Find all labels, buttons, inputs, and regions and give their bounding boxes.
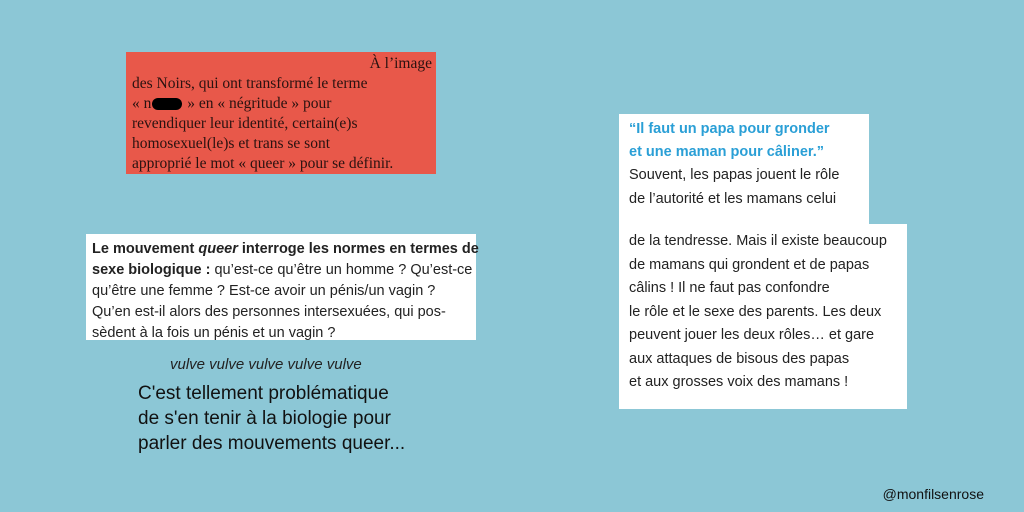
queer-line-2 xyxy=(92,260,473,281)
parents-line-4: de mamans qui grondent et de papas xyxy=(629,256,870,273)
queer-line-1 xyxy=(92,239,479,260)
caption xyxy=(138,381,405,456)
queer-word: queer xyxy=(198,241,238,257)
parents-line-9: et aux grosses voix des mamans ! xyxy=(629,374,849,390)
parents-line-2: de l’autorité et les mamans celui xyxy=(629,190,837,207)
queer-line-1-a: Le mouvement xyxy=(92,241,199,257)
social-handle: @monfilsenrose xyxy=(882,486,984,502)
red-line-3 xyxy=(132,94,432,114)
red-line-4: revendiquer leur identité, certain(e)s xyxy=(132,115,358,132)
queer-line-2-a: sexe biologique : xyxy=(92,262,211,278)
parents-clipping-bottom xyxy=(619,224,907,409)
red-text-clipping xyxy=(126,52,436,174)
red-line-1: À l’image xyxy=(369,55,432,72)
caption-italic: vulve vulve vulve vulve vulve xyxy=(170,356,362,373)
queer-line-1-c: interroge les normes en termes de xyxy=(237,241,479,257)
caption-line-2: de s'en tenir à la biologie pour xyxy=(138,408,391,429)
parents-line-7: peuvent jouer les deux rôles… et gare xyxy=(629,327,875,343)
red-line-6: approprié le mot « queer » pour se définir. xyxy=(132,155,394,172)
red-line-5: homosexuel(le)s et trans se sont xyxy=(132,135,331,152)
parents-line-6: le rôle et le sexe des parents. Les deux xyxy=(629,303,882,320)
parents-line-8: aux attaques de bisous des papas xyxy=(629,350,850,367)
parents-clipping-top xyxy=(619,114,869,224)
queer-text-clipping xyxy=(86,234,479,341)
red-line-3-start: « n xyxy=(132,95,152,112)
queer-line-5: sèdent à la fois un pénis et un vagin ? xyxy=(92,325,336,341)
parents-line-3: de la tendresse. Mais il existe beaucoup xyxy=(629,233,887,249)
parents-line-1: Souvent, les papas jouent le rôle xyxy=(629,167,840,183)
queer-line-3: qu’être une femme ? Est-ce avoir un pénis/un vagin ? xyxy=(92,283,436,299)
caption-line-3: parler des mouvements queer... xyxy=(138,433,406,454)
quote-line-1: “Il faut un papa pour gronder xyxy=(629,121,830,137)
parents-line-5: câlins ! Il ne faut pas confondre xyxy=(629,280,830,296)
red-line-2: des Noirs, qui ont transformé le terme xyxy=(132,75,368,92)
queer-line-2-b: qu’est-ce qu’être un homme ? Qu’est-ce xyxy=(210,262,473,278)
red-line-3-end: » en « négritude » pour xyxy=(183,95,332,112)
queer-line-4: Qu’en est-il alors des personnes intersexuées, qui pos- xyxy=(92,304,446,320)
caption-line-1: C'est tellement problématique xyxy=(138,383,389,404)
redaction-mark xyxy=(152,98,182,110)
quote-line-2: et une maman pour câliner.” xyxy=(629,144,824,160)
